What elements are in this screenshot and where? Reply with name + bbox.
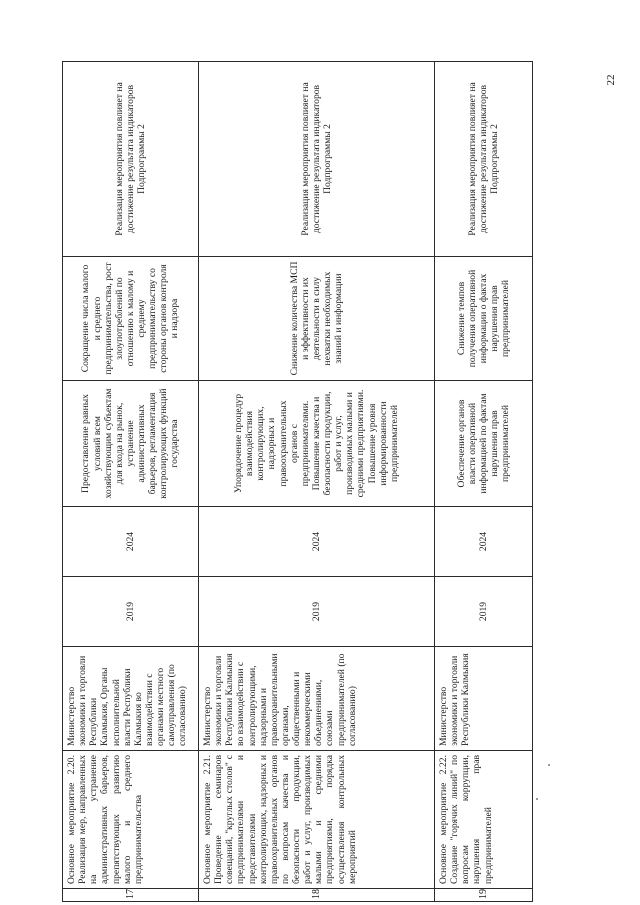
- page-number: 22: [605, 74, 617, 86]
- rotated-table-sheet: [62, 62, 532, 902]
- expected-result-cell: Упорядочение процедур взаимодействия контролирующих, надзорных и правоохранительных органов с предпринимателями. Повышение качества и безопасности продукции, работ и услуг, производимых малыми и средними предприятиями. Повышение уровня информированности предпринимателей: [199, 381, 435, 507]
- table-row-19: [435, 62, 533, 902]
- table-row-17: [63, 62, 199, 902]
- expected-result-cell: Предоставление равных условий всем хозяйствующим субъектам для входа на рынок, устранение административных барьеров, регламентация контролирующих функций государства: [63, 381, 199, 507]
- consequence-cell: Сокращение числа малого и среднего предпринимательства, рост злоупотреблений по отношению к малому и среднему предпринимательству со стороны органов контроля и надзора: [63, 257, 199, 381]
- row-number: 18: [199, 889, 435, 902]
- executor-cell: Министерство экономики и торговли Республики Калмыкия, Органы исполнительной власти Республики Калмыкия во взаимодействии с органами местного самоуправления (по согласованию): [63, 647, 199, 751]
- executor-cell: Министерство экономики и торговли Республики Калмыкия во взаимодействии с контролирующими, надзорными и правоохранительными органами, общественными и некоммерческими объединениями, союзами предпринимателей (по согласованию): [199, 647, 435, 751]
- start-year-cell: 2019: [63, 577, 199, 647]
- start-year-cell: 2019: [435, 577, 533, 647]
- consequence-cell: Снижение темпов получения оперативной информации о фактах нарушения прав предпринимателей: [435, 257, 533, 381]
- indicator-link-cell: Реализация мероприятия повлияет на достижение результата индикаторов Подпрограммы 2: [63, 62, 199, 257]
- table-row-18: [199, 62, 435, 902]
- end-year-cell: 2024: [199, 507, 435, 577]
- rotated-table-frame: [62, 62, 532, 902]
- end-year-cell: 2024: [63, 507, 199, 577]
- event-cell: Основное мероприятие 2.20. Реализация мер, направленных на устранение административных барьеров, препятствующих развитию малого и среднего предпринимательства: [63, 751, 199, 889]
- indicator-link-cell: Реализация мероприятия повлияет на достижение результата индикаторов Подпрограммы 2: [435, 62, 533, 257]
- measures-table: [62, 61, 533, 902]
- indicator-link-cell: Реализация мероприятия повлияет на достижение результата индикаторов Подпрограммы 2: [199, 62, 435, 257]
- end-year-cell: 2024: [435, 507, 533, 577]
- expected-result-cell: Обеспечение органов власти оперативной информацией по фактам нарушения прав предпринимателей: [435, 381, 533, 507]
- scan-speck: [536, 798, 538, 800]
- start-year-cell: 2019: [199, 577, 435, 647]
- event-cell: Основное мероприятие 2.21. Проведение семинаров совещаний, "круглых столов" с предпринимателями и представителями контролирующих, надзорных и правоохранительных органов по вопросам качества и безопасности продукции, работ и услуг, производимых малыми и средними предприятиями, порядка осуществления контрольных мероприятий: [199, 751, 435, 889]
- executor-cell: Министерство экономики и торговли Республики Калмыкия: [435, 647, 533, 751]
- row-number: 17: [63, 889, 199, 902]
- scan-speck: [548, 764, 550, 766]
- consequence-cell: Снижение количества МСП и эффективности их деятельности в силу нехватки необходимых знаний и информации: [199, 257, 435, 381]
- event-cell: Основное мероприятие 2.22. Создание "горячих линий" по вопросам коррупции, нарушения прав предпринимателей: [435, 751, 533, 889]
- row-number: 19: [435, 889, 533, 902]
